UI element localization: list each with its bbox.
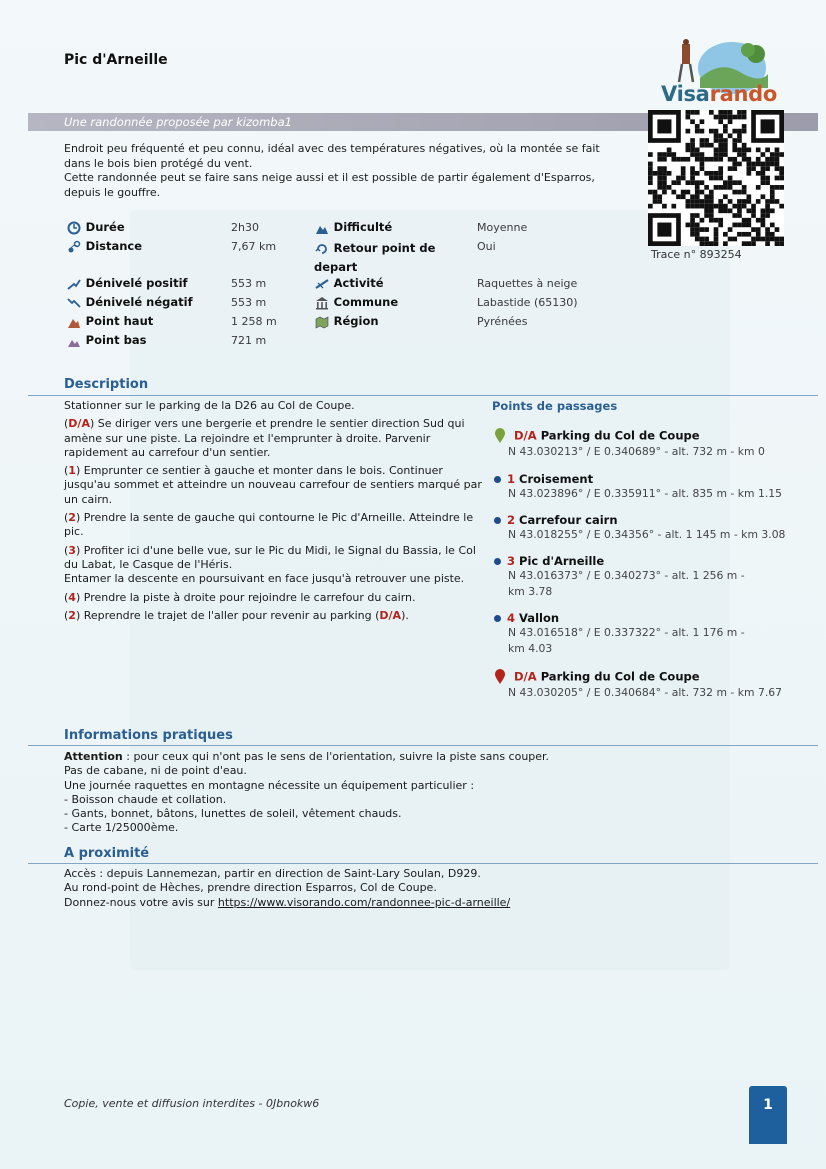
trace-number: Trace n° 893254 [651,248,742,261]
desc-paragraph: (4) Prendre la piste à droite pour rejoindre le carrefour du cairn. [64,590,416,604]
desc-paragraph: (3) Profiter ici d'une belle vue, sur le Pic du Midi, le Signal du Bassia, le Col du Labat, le Casque de l'Héris. [64,543,476,571]
ascent-icon [66,277,82,291]
waypoint-3: 3 Pic d'Arneille N 43.016373° / E 0.340273° - alt. 1 256 m - km 3.78 [494,554,794,600]
stat-distance-value: 7,67 km [231,240,277,253]
desc-paragraph: (2) Reprendre le trajet de l'aller pour revenir au parking (D/A). [64,608,409,622]
page-title: Pic d'Arneille [64,52,168,68]
waypoint-coord: N 43.030205° / E 0.340684° - alt. 732 m - km 7.67 [508,686,782,699]
difficulty-icon [314,221,330,235]
waypoint-dot-icon [494,476,501,483]
stat-d-minus-value: 553 m [231,296,267,309]
section-divider [28,745,818,746]
waypoint-dot-icon [494,558,501,565]
prox-line: Accès : depuis Lannemezan, partir en direction de Saint-Lary Soulan, D929. [64,867,481,880]
waypoint-coord: N 43.016373° / E 0.340273° - alt. 1 256 m - km 3.78 [508,569,745,598]
desc-paragraph: Stationner sur le parking de la D26 au Col de Coupe. [64,399,355,412]
waypoint-coord: N 43.016518° / E 0.337322° - alt. 1 176 m - km 4.03 [508,626,745,655]
stat-commune: Commune [314,295,398,310]
waypoint-coord: N 43.023896° / E 0.335911° - alt. 835 m - km 1.15 [508,487,782,500]
stat-difficulte-value: Moyenne [477,221,528,234]
stat-d-plus: Dénivelé positif [66,276,188,291]
intro-paragraph: Endroit peu fréquenté et peu connu, idéal avec des températures négatives, où la montée se fait dans le bois bien protégé du vent. [64,142,600,170]
stat-d-plus-value: 553 m [231,277,267,290]
desc-paragraph: (D/A) Se diriger vers une bergerie et prendre le sentier direction Sud qui amène sur une piste. La rejoindre et l'emprunter à droite. Parvenir rapidement au carrefour d'un sentier. [64,417,465,459]
descent-icon [66,296,82,310]
loop-icon [314,242,330,256]
clock-icon [66,221,82,235]
waypoint-dot-icon [494,517,501,524]
section-divider [28,863,818,864]
waypoint-coord: N 43.030213° / E 0.340689° - alt. 732 m - km 0 [508,445,765,458]
proximite-heading: A proximité [64,846,150,861]
stat-point-bas-value: 721 m [231,334,267,347]
footer-copyright: Copie, vente et diffusion interdites - 0Jbnokw6 [64,1097,320,1110]
stat-d-minus: Dénivelé négatif [66,295,193,310]
low-point-icon [66,334,82,348]
summit-icon [66,315,82,329]
waypoint-1: 1 Croisement N 43.023896° / E 0.335911° - alt. 835 m - km 1.15 [494,472,794,502]
waypoint-start: D/A Parking du Col de Coupe N 43.030213° / E 0.340689° - alt. 732 m - km 0 [494,428,794,460]
desc-paragraph: Entamer la descente en poursuivant en face jusqu'à retrouver une piste. [64,572,465,586]
intro-paragraph: Cette randonnée peut se faire sans neige aussi et il est possible de partir également d'Esparros, depuis le gouffre. [64,171,595,199]
desc-paragraph: (1) Emprunter ce sentier à gauche et monter dans le bois. Continuer jusqu'au sommet et atteindre un nouveau carrefour de sentiers marqué par un cairn. [64,464,482,506]
info-line: - Gants, bonnet, bâtons, lunettes de soleil, vêtement chauds. [64,807,402,821]
brand-name: Visarando [661,82,777,106]
end-pin-icon [494,669,506,685]
stat-retour: Retour point de depart [314,241,436,274]
visorando-link[interactable]: https://www.visorando.com/randonnee-pic-d-arneille/ [217,895,511,909]
description-heading: Description [64,377,149,392]
stat-distance: Distance [66,239,142,254]
stat-region: Région [314,314,379,329]
desc-paragraph: (2) Prendre la sente de gauche qui contourne le Pic d'Arneille. Atteindre le pic. [64,511,474,539]
stat-difficulte: Difficulté [314,220,392,235]
info-line: Pas de cabane, ni de point d'eau. [64,764,247,778]
stat-duree-value: 2h30 [231,221,259,234]
stat-duree: Durée [66,220,125,235]
route-icon [66,240,82,254]
region-icon [314,315,330,329]
waypoint-2: 2 Carrefour cairn N 43.018255° / E 0.34356° - alt. 1 145 m - km 3.08 [494,513,794,543]
info-line: - Boisson chaude et collation. [64,792,227,806]
start-pin-icon [494,428,506,444]
waypoint-coord: N 43.018255° / E 0.34356° - alt. 1 145 m - km 3.08 [508,528,786,541]
info-attention: Attention : pour ceux qui n'ont pas le sens de l'orientation, suivre la piste sans couper. [64,750,550,763]
town-hall-icon [314,296,330,310]
waypoint-4: 4 Vallon N 43.016518° / E 0.337322° - alt. 1 176 m - km 4.03 [494,611,794,657]
prox-line: Au rond-point de Hèches, prendre direction Esparros, Col de Coupe. [64,881,437,895]
info-line: - Carte 1/25000ème. [64,821,179,835]
stat-point-haut-value: 1 258 m [231,315,277,328]
qr-code[interactable] [648,110,784,246]
passages-heading: Points de passages [492,399,618,413]
stat-retour-value: Oui [477,240,496,253]
description-text [64,399,482,627]
author-banner-text: Une randonnée proposée par kizomba1 [64,115,292,129]
info-line: Une journée raquettes en montagne nécessite un équipement particulier : [64,778,475,792]
stat-region-value: Pyrénées [477,315,528,328]
stats-grid [64,220,624,350]
waypoint-dot-icon [494,615,501,622]
proximite-text [64,867,764,910]
info-heading: Informations pratiques [64,728,233,743]
stat-activite: Activité [314,276,384,291]
intro-text [64,142,624,200]
section-divider [28,395,818,396]
prox-feedback: Donnez-nous votre avis sur https://www.visorando.com/randonnee-pic-d-arneille/ [64,895,511,909]
page-number: 1 [749,1086,787,1144]
snowshoe-icon [314,277,330,291]
stat-point-haut: Point haut [66,314,153,329]
stat-point-bas: Point bas [66,333,146,348]
info-text [64,750,764,836]
stat-commune-value: Labastide (65130) [477,296,578,309]
waypoint-end: D/A Parking du Col de Coupe N 43.030205° / E 0.340684° - alt. 732 m - km 7.67 [494,669,794,701]
stat-activite-value: Raquettes à neige [477,277,578,290]
